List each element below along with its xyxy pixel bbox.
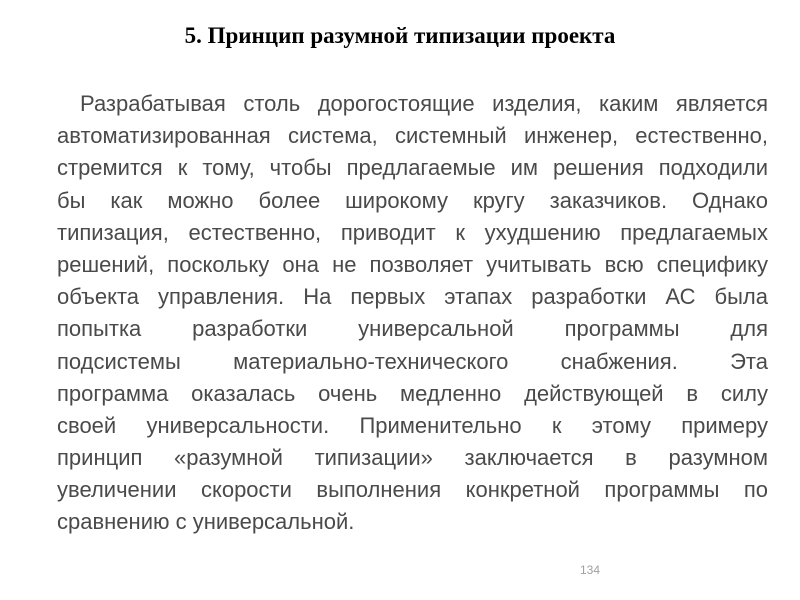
paragraph-line: увеличении скорости выполнения конкретной программы по [57,477,768,503]
body-paragraph [57,88,768,539]
paragraph-line: Разрабатывая столь дорогостоящие изделия, каким является [80,91,768,116]
paragraph-line: типизация, естественно, приводит к ухудшению предлагаемых [57,219,768,245]
paragraph-line: программа оказалась очень медленно действующей в силу [57,380,768,406]
paragraph-line: подсистемы материально-технического снабжения. Эта [57,348,768,374]
paragraph-line: попытка разработки универсальной программы для [57,316,768,342]
paragraph-line: своей универсальности. Применительно к этому примеру [57,412,768,438]
paragraph-line: сравнению с универсальной. [57,509,355,535]
slide-title: 5. Принцип разумной типизации проекта [184,23,616,48]
paragraph-line: принцип «разумной типизации» заключается в разумном [57,445,768,471]
paragraph-line: бы как можно более широкому кругу заказчиков. Однако [57,187,768,213]
paragraph-line: решений, поскольку она не позволяет учитывать всю специфику [57,251,768,277]
page-number: 134 [579,563,601,577]
paragraph-line: объекта управления. На первых этапах разработки АС была [57,284,768,310]
paragraph-line: стремится к тому, чтобы предлагаемые им решения подходили [57,155,768,181]
paragraph-line: автоматизированная система, системный инженер, естественно, [57,123,768,149]
